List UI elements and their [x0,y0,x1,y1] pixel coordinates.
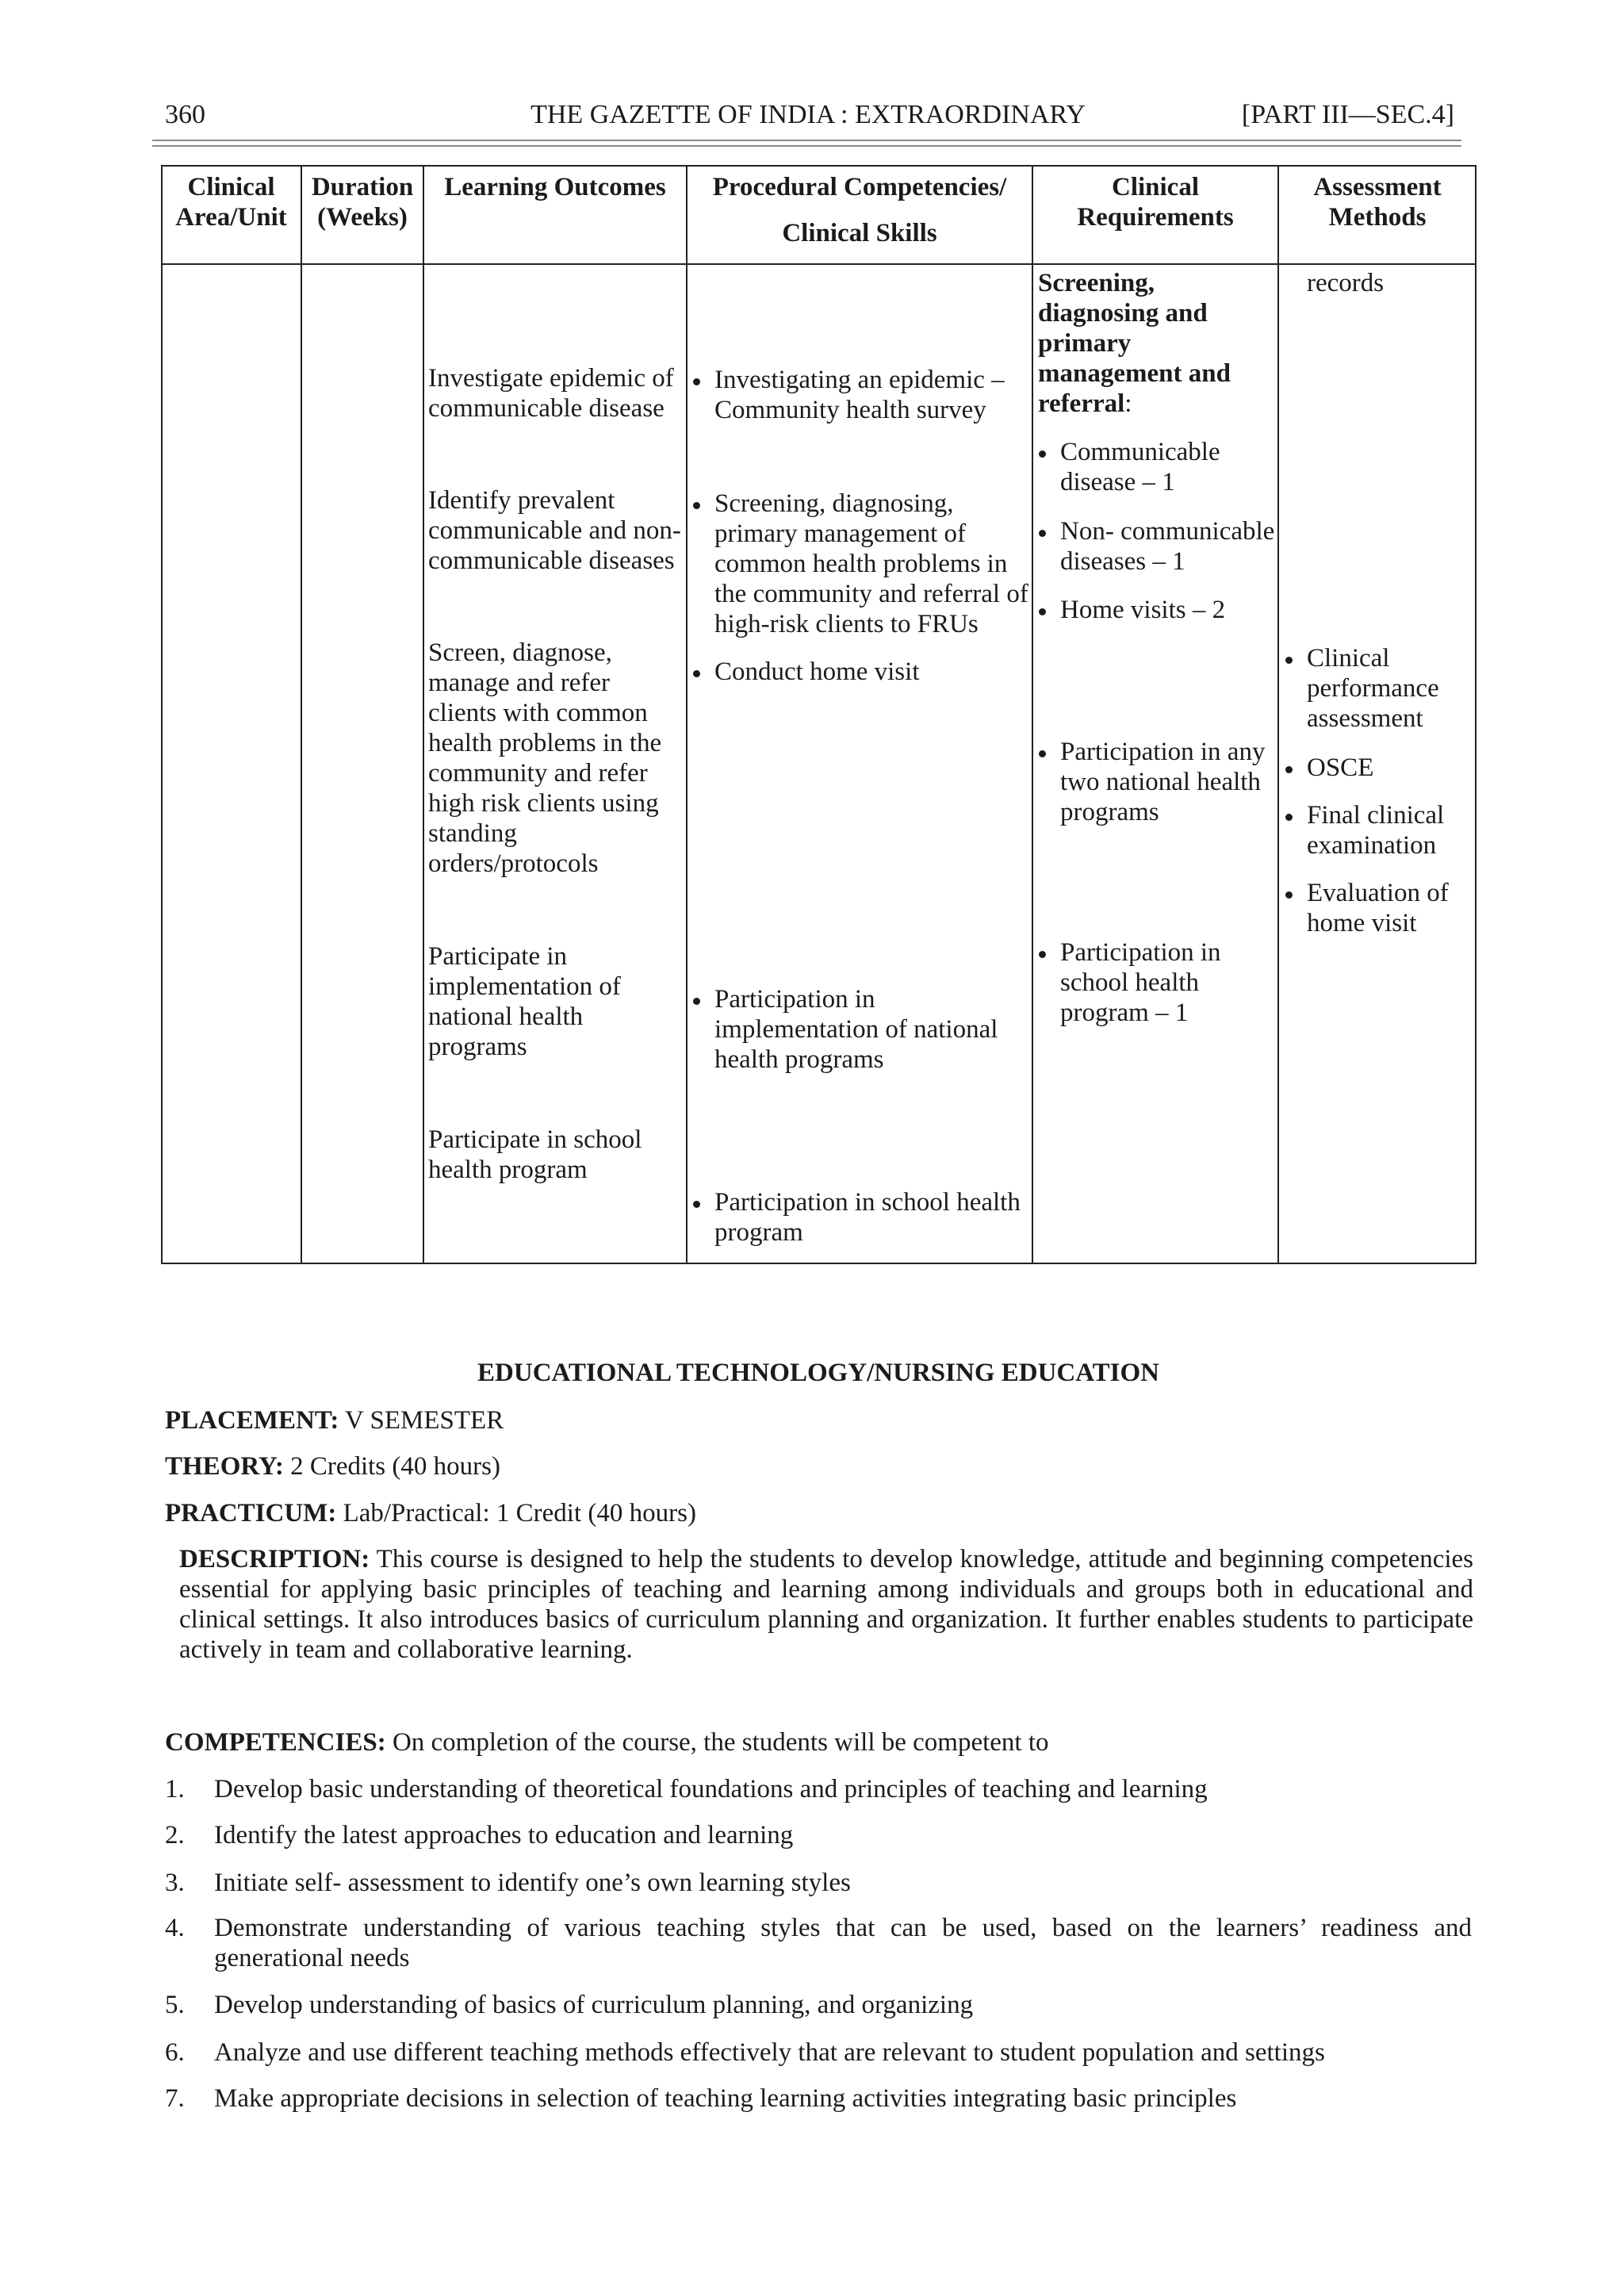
list-item-number: 5. [165,1991,185,2019]
clinical-requirement-item: Communicable disease – 1 [1060,438,1220,496]
procedural-competency-item: Investigating an epidemic – Community health survey [714,366,1005,424]
column-divider [1277,165,1279,1264]
assessment-continued-text: records [1307,269,1385,297]
list-item: Demonstrate understanding of various teaching styles that can be used, based on the learners’ readiness and generational needs [214,1914,1472,1972]
header-clinical-requirements: Clinical Requirements [1077,173,1234,232]
description-paragraph [179,1544,1473,1665]
column-divider [1032,165,1033,1264]
header-clinical-skills: Clinical Skills [782,219,937,247]
list-item: Make appropriate decisions in selection of teaching learning activities integrating basic principles [214,2084,1237,2113]
practicum-value: Lab/Practical: 1 Credit (40 hours) [343,1499,696,1527]
header-assessment-methods: Assessment Methods [1313,173,1442,232]
competencies-label: COMPETENCIES: [165,1728,386,1757]
list-item: Analyze and use different teaching methods effectively that are relevant to student population and settings [214,2038,1325,2067]
list-item: Develop basic understanding of theoretical foundations and principles of teaching and learning [214,1775,1208,1803]
assessment-method-item: Evaluation of home visit [1307,879,1449,937]
clinical-requirements-heading [1038,268,1231,419]
table-border [161,165,1477,1264]
list-item-number: 7. [165,2084,185,2113]
learning-outcome: Identify prevalent communicable and non- communicable diseases [428,486,681,575]
placement-value: V SEMESTER [345,1406,504,1435]
clinical-requirements-heading-colon: : [1124,389,1132,418]
clinical-requirement-item: Participation in any two national health programs [1060,738,1266,826]
theory-line [165,1451,500,1481]
practicum-label: PRACTICUM: [165,1499,337,1527]
placement-line [165,1405,504,1435]
list-item-number: 2. [165,1821,185,1849]
header-area-unit: Clinical Area/Unit [175,173,287,232]
procedural-competency-item: Screening, diagnosing, primary management of common health problems in the community and referral of high-risk clients to FRUs [714,489,1028,638]
header-duration: Duration (Weeks) [311,173,414,232]
page-number: 360 [165,100,205,129]
procedural-competency-item: Participation in implementation of national health programs [714,985,998,1074]
competencies-line [165,1727,1049,1757]
description-label: DESCRIPTION: [179,1545,370,1573]
placement-label: PLACEMENT: [165,1406,339,1435]
learning-outcome: Investigate epidemic of communicable disease [428,364,674,423]
list-item-number: 6. [165,2038,185,2067]
course-title: EDUCATIONAL TECHNOLOGY/NURSING EDUCATION [477,1359,1159,1387]
header-double-rule [152,140,1461,147]
column-divider [301,165,302,1264]
learning-outcome: Screen, diagnose, manage and refer clients with common health problems in the community and refer high risk clients using standing orders/protocols [428,638,662,878]
header-learning-outcomes: Learning Outcomes [444,173,666,201]
procedural-competency-item: Conduct home visit [714,657,920,686]
header-row-divider [161,263,1477,265]
description-text: This course is designed to help the students to develop knowledge, attitude and beginning competencies essential for applying basic principles of teaching and learning among individuals and groups both in educational and clinical settings. It also introduces basics of curriculum planning and organization. It further enables students to participate actively in team and collaborative learning. [179,1545,1473,1664]
list-item: Identify the latest approaches to education and learning [214,1821,794,1849]
theory-label: THEORY: [165,1452,284,1481]
list-item-number: 4. [165,1914,185,1942]
competencies-intro: On completion of the course, the students will be competent to [392,1728,1049,1757]
assessment-method-item: Final clinical examination [1307,801,1445,860]
assessment-method-item: Clinical performance assessment [1307,644,1439,733]
theory-value: 2 Credits (40 hours) [290,1452,500,1481]
procedural-competency-item: Participation in school health program [714,1188,1021,1247]
learning-outcome: Participate in school health program [428,1125,642,1184]
list-item: Initiate self- assessment to identify one’s own learning styles [214,1869,851,1897]
clinical-requirement-item: Non- communicable diseases – 1 [1060,517,1275,576]
list-item: Develop understanding of basics of curriculum planning, and organizing [214,1991,974,2019]
column-divider [423,165,424,1264]
clinical-requirements-heading-text: Screening, diagnosing and primary management and referral [1038,269,1231,418]
clinical-requirement-item: Home visits – 2 [1060,596,1226,624]
section-reference: [PART III—SEC.4] [1241,100,1454,129]
practicum-line [165,1498,696,1528]
publication-title: THE GAZETTE OF INDIA : EXTRAORDINARY [530,100,1086,129]
learning-outcome: Participate in implementation of national health programs [428,942,621,1061]
column-divider [686,165,688,1264]
assessment-method-item: OSCE [1307,753,1374,782]
list-item-number: 3. [165,1869,185,1897]
clinical-practicum-table [161,165,1477,1264]
clinical-requirement-item: Participation in school health program – 1 [1060,938,1221,1027]
list-item-number: 1. [165,1775,185,1803]
header-procedural-competencies: Procedural Competencies/ [712,173,1007,201]
